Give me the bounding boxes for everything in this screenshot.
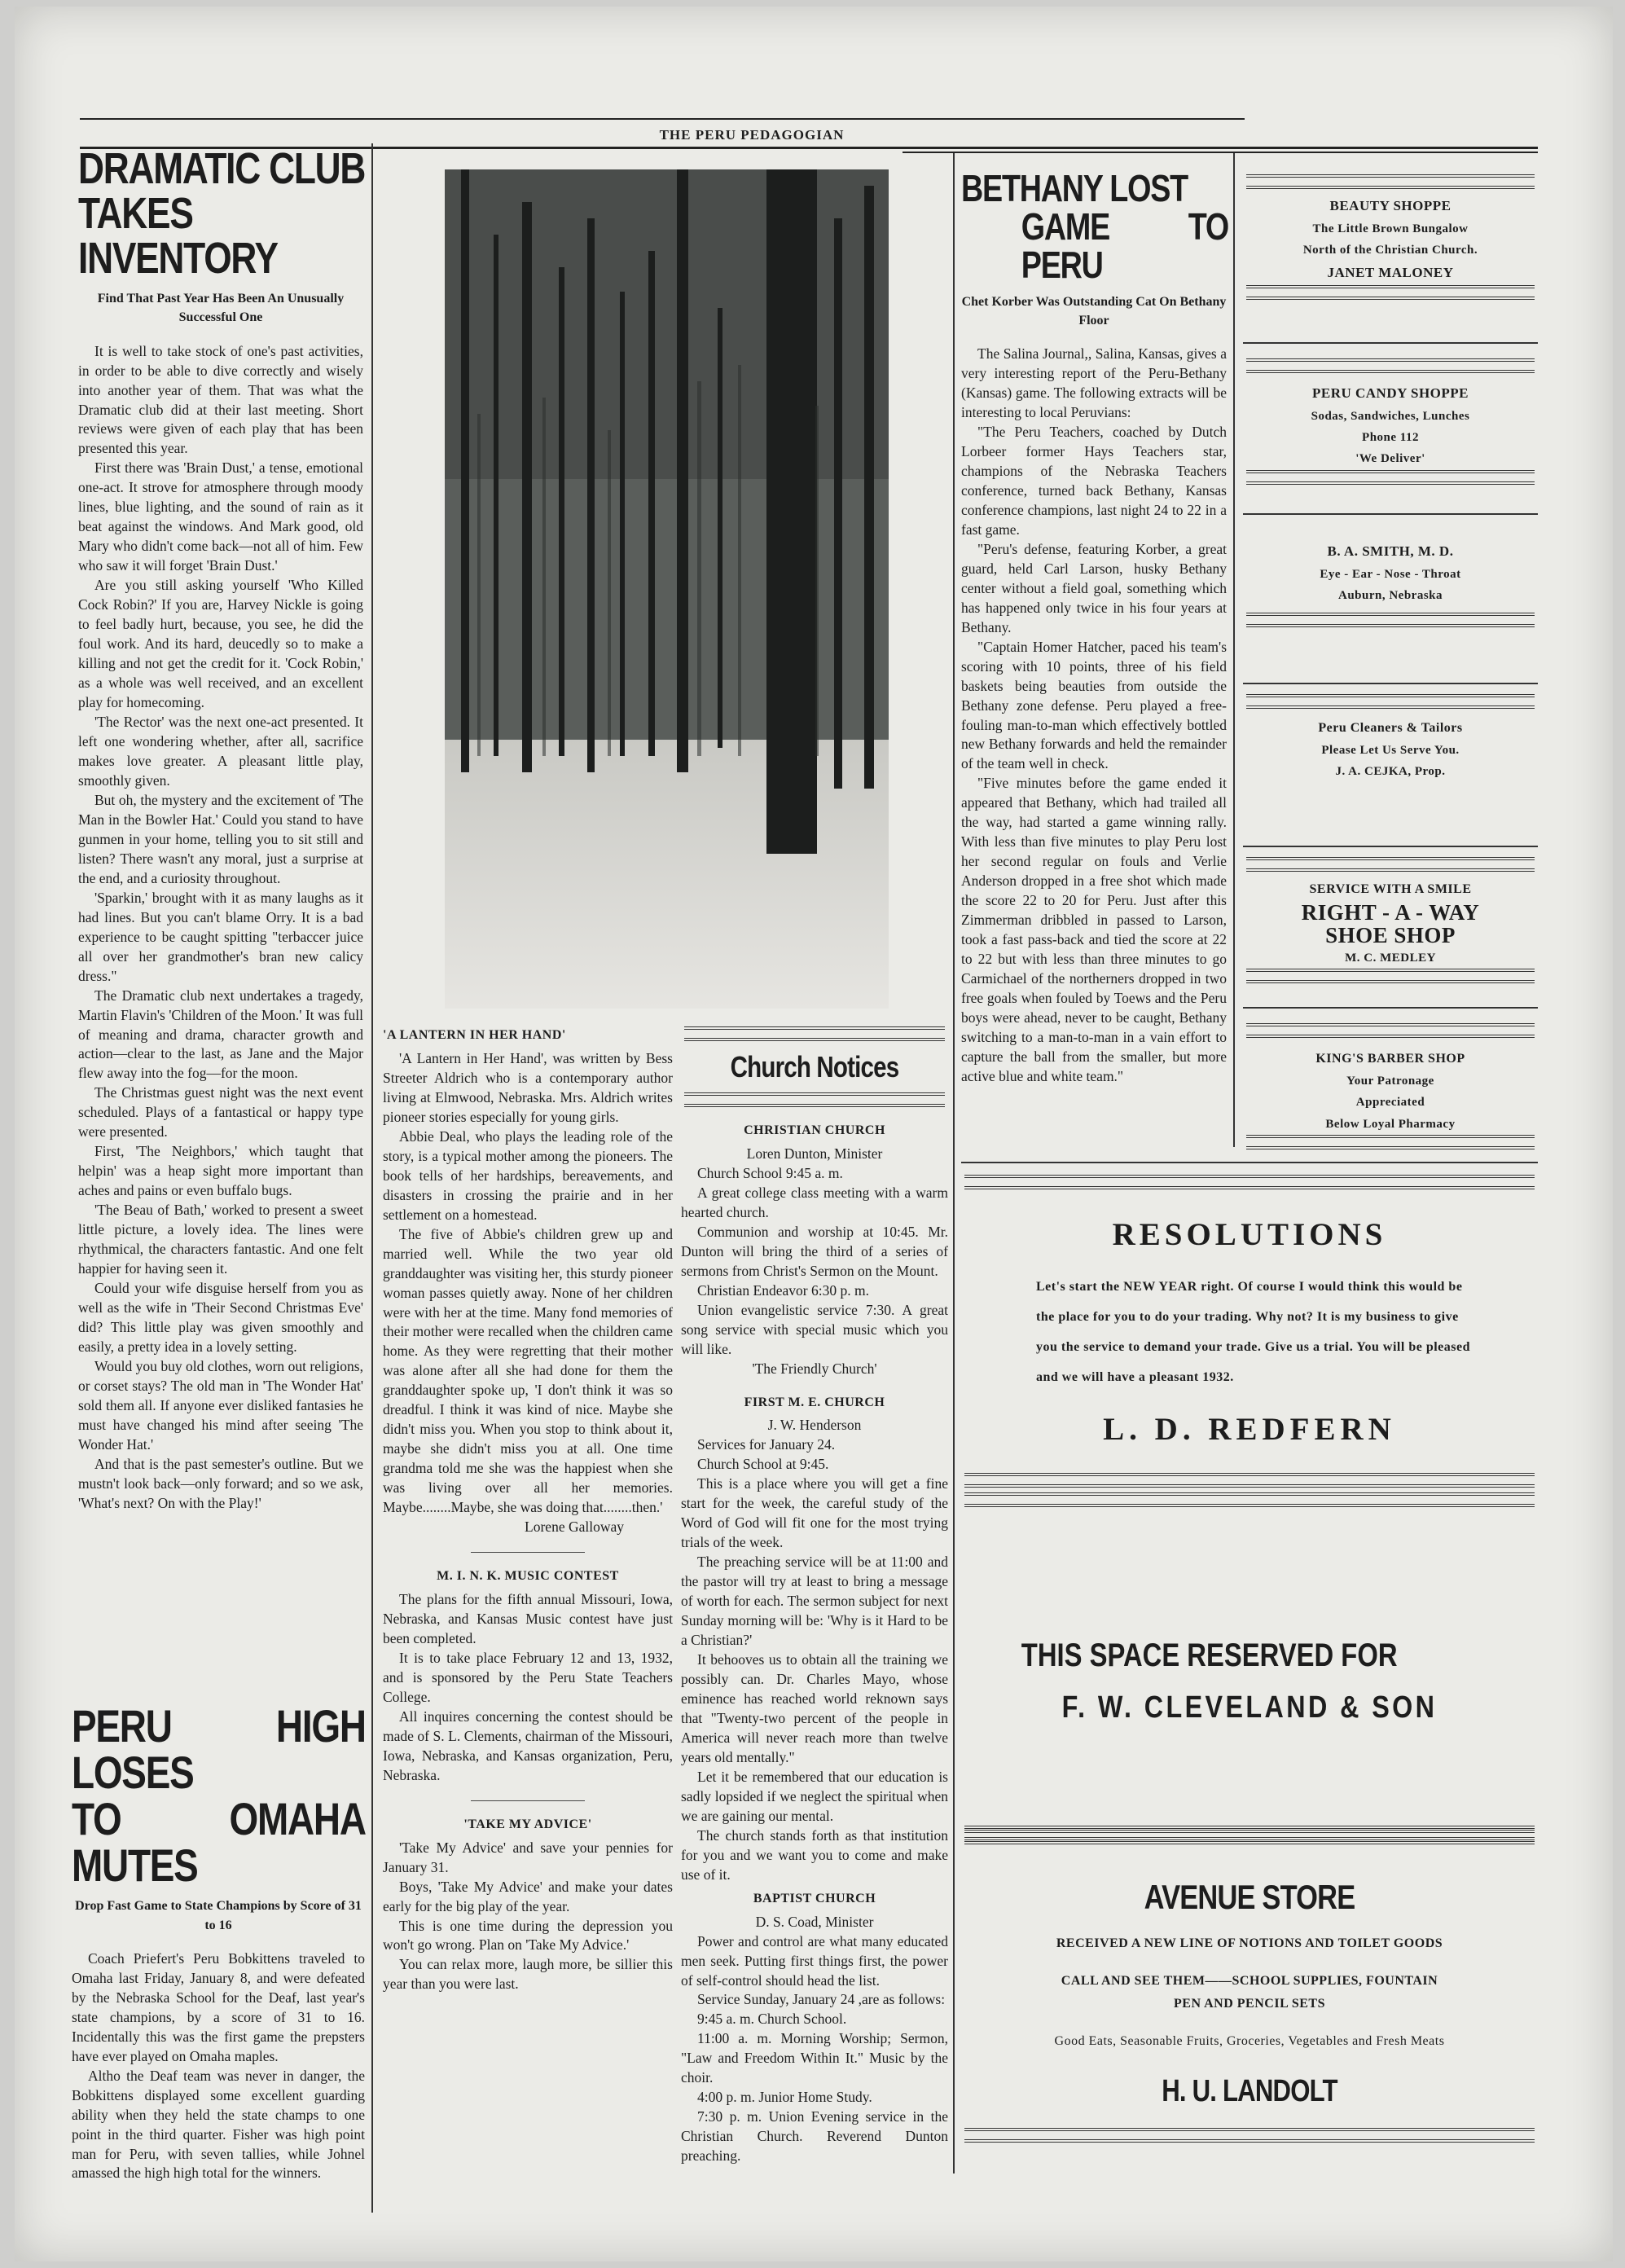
- bethany-article: [961, 169, 1227, 1087]
- smith-md-ad: B. A. SMITH, M. D. Eye - Ear - Nose - Throat Auburn, Nebraska: [1243, 513, 1538, 627]
- dramatic-paragraph: Would you buy old clothes, worn out religions, or corset stays? The old man in 'The Wonder Hat' sold them all. If anyone ever disliked fantasies he must have changed his mind after seeing 'The Wonder Hat.': [78, 1357, 363, 1453]
- me-church-line: This is a place where you will get a fine start for the week, the careful study of the Word of God will fit one for the most trying trials of the week.: [681, 1475, 948, 1551]
- column-divider: [371, 143, 373, 2213]
- article-rule: [471, 1800, 585, 1801]
- peru-high-subhead: Drop Fast Game to State Champions by Score of 31 to 16: [75, 1899, 362, 1932]
- avenue-line-3: Good Eats, Seasonable Fruits, Groceries, Vegetables and Fresh Meats: [1054, 2033, 1445, 2048]
- forest-photo-graphic: [445, 169, 889, 1009]
- top-rule: [80, 118, 1245, 120]
- dramatic-paragraph: Could your wife disguise herself from you as well as the wife in 'Their Second Christmas Eve' did? This little play was given smoothly and easily, a pretty idea in a lovely setting.: [78, 1280, 363, 1356]
- baptist-church-head: BAPTIST CHURCH: [753, 1891, 876, 1905]
- bethany-paragraph: "Peru's defense, featuring Korber, a great guard, held Carl Larson, husky Bethany center without a field goal, something which has happened only twice in his four years at Bethany.: [961, 540, 1227, 635]
- ornament-rule: [964, 2128, 1535, 2143]
- ornament-rule: [1246, 613, 1535, 627]
- me-church-body: [681, 1435, 948, 1884]
- ornament-rule: [1246, 1023, 1535, 1038]
- ornament-rule: [1246, 1135, 1535, 1149]
- me-church-line: The preaching service will be at 11:00 and the pastor will try at least to bring a message of worth for each. The sermon subject for next Sunday morning will be: 'Why is it Hard to be a Christian?': [681, 1554, 948, 1649]
- church-notices: [681, 1026, 948, 2166]
- baptist-church-line: Power and control are what many educated men seek. Putting first things first, the power of self-control should head the list.: [681, 1932, 948, 1989]
- forest-photo: [445, 169, 889, 1009]
- christian-church-line: Union evangelistic service 7:30. A great song service with special music which you will like.: [681, 1301, 948, 1357]
- ornament-rule: [684, 1026, 945, 1041]
- ornament-rule: [1246, 694, 1535, 709]
- ornament-rule: [964, 1175, 1535, 1189]
- dramatic-paragraph: 'Sparkin,' brought with it as many laughs as it had lines. But you can't blame Orry. It is a bad experience to be caught spitting "terbaccer juice all over her grandmother's bran new calicy dress.": [78, 889, 363, 984]
- lantern-paragraph: 'A Lantern in Her Hand', was written by Bess Streeter Aldrich who is a contemporary author living at Elmwood, Nebraska. Mrs. Aldrich writes pioneer stories especially for young girls.: [383, 1049, 673, 1125]
- peru-high-body: [72, 1949, 365, 2184]
- dramatic-paragraph: First, 'The Neighbors,' which taught that helpin' was a heap sight more important than aches and pains or even buffalo bugs.: [78, 1143, 363, 1199]
- advice-paragraph: Boys, 'Take My Advice' and make your dates early for the big play of the year.: [383, 1878, 673, 1914]
- mink-paragraph: All inquires concerning the contest should be made of S. L. Clements, chairman of the Missouri, Iowa, Nebraska, and Kansas organization, Peru, Nebraska.: [383, 1708, 673, 1783]
- dramatic-paragraph: The Christmas guest night was the next event scheduled. Plays of a fantastical or happy type were presented.: [78, 1084, 363, 1141]
- newspaper-page: [15, 7, 1613, 2261]
- ornament-rule: [1246, 358, 1535, 373]
- dramatic-paragraph: First there was 'Brain Dust,' a tense, emotional one-act. It strove for atmosphere through moody lines, blue lighting, and the sound of rain as it beat against the windows. And Mark good, old Mary who didn't come back—not all of him. Few who saw it will forget 'Brain Dust.': [78, 459, 363, 574]
- avenue-name: H. U. LANDOLT: [1162, 2073, 1337, 2108]
- peru-high-paragraph: Coach Priefert's Peru Bobkittens traveled to Omaha last Friday, January 8, and were defeated by the Nebraska School for the Deaf, last year's state champions, by a score of 31 to 16. Incidentally this was the first game the prepsters have ever played on Omaha maples.: [72, 1949, 365, 2064]
- dramatic-paragraph: 'The Rector' was the next one-act presented. It left one wondering whether, after all, sacrifice makes love greater. A pleasant little play, smoothly given.: [78, 714, 363, 789]
- resolutions-title: RESOLUTIONS: [1112, 1217, 1387, 1252]
- christian-church-line: Christian Endeavor 6:30 p. m.: [697, 1281, 869, 1299]
- masthead-rule-2: [903, 152, 1538, 153]
- peru-high-headline: PERU HIGH LOSES TO OMAHA MUTES: [72, 1700, 366, 1892]
- me-church-minister: J. W. Henderson: [767, 1417, 862, 1434]
- ornament-rule: [1246, 857, 1535, 872]
- resolutions-body: Let's start the NEW YEAR right. Of course I would think this would be the place for you to do your trading. Why not? It is my business to give you the service to demand your trade. Give us a trial. You will be pleased and we will have a pleasant 1932.: [1036, 1280, 1470, 1384]
- bethany-headline: BETHANY LOST GAME TO PERU: [961, 167, 1228, 286]
- advice-body: [383, 1839, 673, 1995]
- advice-paragraph: This is one time during the depression you won't go wrong. Plan on 'Take My Advice.': [383, 1917, 673, 1954]
- me-church-line: Let it be remembered that our education is sadly lopsided if we neglect the spiritual when we are gaining our mental.: [681, 1768, 948, 1824]
- advice-title: 'TAKE MY ADVICE': [463, 1817, 592, 1831]
- ornament-rule: [1246, 969, 1535, 983]
- ornament-rule: [1246, 174, 1535, 189]
- dramatic-paragraph: Are you still asking yourself 'Who Killed Cock Robin?' If you are, Harvey Nickle is going to feel badly hurt, because, you see, he did the foul work. And its hard, deucedly so to make a killing and not get the credit for it. 'Cock Robin,' as a whole was well received, and an excellent play for homecoming.: [78, 577, 363, 711]
- dramatic-headline: DRAMATIC CLUB TAKES INVENTORY: [78, 144, 366, 284]
- mink-body: [383, 1590, 673, 1786]
- christian-church-body: [681, 1164, 948, 1360]
- cleveland-line-1: THIS SPACE RESERVED FOR: [1021, 1637, 1398, 1673]
- lantern-body: [383, 1049, 673, 1518]
- me-church-line: Services for January 24.: [697, 1436, 836, 1453]
- beauty-shoppe-ad: BEAUTY SHOPPE The Little Brown Bungalow North of the Christian Church. JANET MALONEY: [1243, 174, 1538, 300]
- lantern-signature: Lorene Galloway: [525, 1519, 624, 1536]
- baptist-church-line: Service Sunday, January 24 ,are as follows:: [697, 1991, 946, 2008]
- avenue-line-1: RECEIVED A NEW LINE OF NOTIONS AND TOILET GOODS: [1056, 1936, 1443, 1950]
- christian-church-line: Communion and worship at 10:45. Mr. Dunton will bring the third of a series of sermons from Christ's Sermon on the Mount.: [681, 1223, 948, 1279]
- ornament-rule: [964, 1473, 1535, 1488]
- me-church-line: The church stands forth as that institution for you and we want you to come and make use of it.: [681, 1826, 948, 1883]
- christian-church-head: CHRISTIAN CHURCH: [744, 1123, 885, 1137]
- dramatic-subhead: Find That Past Year Has Been An Unusually Successful One: [97, 292, 345, 325]
- mink-title: M. I. N. K. MUSIC CONTEST: [437, 1569, 619, 1584]
- baptist-church-minister: D. S. Coad, Minister: [755, 1913, 874, 1930]
- dramatic-paragraph: But oh, the mystery and the excitement of 'The Man in the Bowler Hat.' Could you stand to have gunmen in your home, telling you to sit still and listen? There wasn't any moral, just a surprise at the end, and a curiosity throughout.: [78, 791, 363, 886]
- advice-paragraph: 'Take My Advice' and save your pennies for January 31.: [383, 1839, 673, 1875]
- column-divider: [1233, 153, 1235, 1147]
- baptist-church-line: 4:00 p. m. Junior Home Study.: [697, 2089, 872, 2106]
- ornament-rule: [684, 1092, 945, 1107]
- bethany-paragraph: "Five minutes before the game ended it appeared that Bethany, which had trailed all the way, had started a game winning rally. With less than five minutes to play Peru lost her second regular on fouls and Verlie Anderson dropped in a free shot which made the score 22 to 20 for Peru. Just after this Zimmerman dribbled in passed to Larson, took a fast pass-back and tied the score at 22 to 22 but with less than three minutes to go Carmichael of the northerners dropped in two free goals when fouled by Toews and the Peru boys were ahead, never to be caught, Bethany switching to a man-to-man in a vain effort to capture the ball from the smaller, but more active blue and white team.": [961, 775, 1227, 1084]
- article-rule: [471, 1552, 585, 1553]
- ornament-rule: [964, 1492, 1535, 1507]
- resolutions-ad: [961, 1162, 1538, 1488]
- dramatic-paragraph: And that is the past semester's outline. But we mustn't look back—only forward; and so we ask, 'What's next? On with the Play!': [78, 1455, 363, 1511]
- candy-shoppe-ad: PERU CANDY SHOPPE Sodas, Sandwiches, Lunches Phone 112 'We Deliver': [1243, 342, 1538, 485]
- peru-cleaners-ad: Peru Cleaners & Tailors Please Let Us Serve You. J. A. CEJKA, Prop.: [1243, 683, 1538, 783]
- column-divider: [953, 153, 955, 2174]
- shoe-shop-ad: SERVICE WITH A SMILE RIGHT - A - WAY SHOE SHOP M. C. MEDLEY: [1243, 846, 1538, 983]
- advice-paragraph: You can relax more, laugh more, be sillier this year than you were last.: [383, 1956, 673, 1993]
- christian-church-line: Church School 9:45 a. m.: [697, 1164, 843, 1181]
- christian-church-line: A great college class meeting with a warm hearted church.: [681, 1184, 948, 1220]
- bethany-subhead: Chet Korber Was Outstanding Cat On Bethany Floor: [961, 294, 1227, 327]
- cleveland-line-2: F. W. CLEVELAND & SON: [1061, 1690, 1438, 1725]
- bethany-paragraph: "Captain Homer Hatcher, paced his team's scoring with 10 points, three of his field baskets being beauties from outside the Bethany zone defense. Peru played a free-fouling man-to-man which effectively bottled new Bethany forwards and held the remainder of the team well in check.: [961, 638, 1227, 772]
- lantern-title: 'A LANTERN IN HER HAND': [383, 1028, 566, 1042]
- mink-paragraph: It is to take place February 12 and 13, 1932, and is sponsored by the Peru State Teachers College.: [383, 1649, 673, 1705]
- dramatic-paragraph: 'The Beau of Bath,' worked to present a sweet little picture, a lovely idea. The lines were rhythmical, the characters fantastic. And one felt happier for having seen it.: [78, 1202, 363, 1277]
- ornament-rule: [964, 1830, 1535, 1844]
- baptist-church-body: [681, 1932, 948, 2167]
- barber-shop-ad: KING'S BARBER SHOP Your Patronage Appreciated Below Loyal Pharmacy: [1243, 1007, 1538, 1149]
- avenue-store-ad: [961, 1830, 1538, 2143]
- avenue-title: AVENUE STORE: [1144, 1878, 1355, 1916]
- avenue-line-2: CALL AND SEE THEM——SCHOOL SUPPLIES, FOUNTAIN PEN AND PENCIL SETS: [1061, 1973, 1438, 2011]
- me-church-line: Church School at 9:45.: [697, 1456, 829, 1473]
- dramatic-body: [78, 342, 363, 1514]
- ornament-rule: [1246, 285, 1535, 300]
- ornament-rule: [1246, 470, 1535, 485]
- peru-high-paragraph: Altho the Deaf team was never in danger, the Bobkittens displayed some excellent guarding ability when they held the state champs to one point in the third quarter. Fisher was high point man for Peru, with seven tallies, while Johnel amassed the high high total for the winners.: [72, 2067, 365, 2182]
- lantern-article: [383, 1026, 673, 1994]
- bethany-paragraph: The Salina Journal,, Salina, Kansas, gives a very interesting report of the Peru-Bethany (Kansas) game. The following extracts will be interesting to local Peruvians:: [961, 345, 1227, 420]
- cleveland-ad: [961, 1492, 1538, 1840]
- baptist-church-line: 9:45 a. m. Church School.: [697, 2011, 847, 2028]
- baptist-church-line: 7:30 p. m. Union Evening service in the Christian Church. Reverend Dunton preaching.: [681, 2108, 948, 2165]
- christian-church-tag: 'The Friendly Church': [752, 1360, 877, 1377]
- lantern-paragraph: The five of Abbie's children grew up and married well. While the two year old granddaughter was visiting her, this sturdy pioneer woman passes quietly away. None of her children were with her at the time. Many fond memories of their mother were recalled when the children came home. As they were regretting that their mother was alone after all she had done for them the granddaughter spoke up, 'I don't think it was so dreadful. I think it was kind of nice. Maybe she didn't miss you. When you stop to think about it, maybe she didn't miss you at all. One time grandma told me she was the happiest when she was living over all her memories. Maybe........Maybe, she was doing that........then.': [383, 1225, 673, 1516]
- baptist-church-line: 11:00 a. m. Morning Worship; Sermon, "Law and Freedom Within It." Music by the choir.: [681, 2030, 948, 2086]
- me-church-line: It behooves us to obtain all the training we possibly can. Dr. Charles Mayo, whose eminence has reached world reknown says that "Twenty-two percent of the people in America will never reach more than twelve years old mentally.": [681, 1651, 948, 1765]
- dramatic-club-article: [78, 144, 366, 1514]
- christian-church-minister: Loren Dunton, Minister: [746, 1145, 883, 1162]
- lantern-paragraph: Abbie Deal, who plays the leading role of the story, is a typical mother among the pioneers. The book tells of her hardships, bereavements, and disasters in crossing the prairie and in her settlement on a homestead.: [383, 1127, 673, 1223]
- church-title: Church Notices: [730, 1050, 899, 1083]
- mink-paragraph: The plans for the fifth annual Missouri, Iowa, Nebraska, and Kansas Music contest have just been completed.: [383, 1591, 673, 1646]
- resolutions-name: L. D. REDFERN: [1103, 1412, 1396, 1448]
- bethany-paragraph: "The Peru Teachers, coached by Dutch Lorbeer former Hays Teachers star, champions of the Nebraska Teachers conference, turned back Bethany, Kansas conference champions, last night 24 to 22 in a fast game.: [961, 423, 1227, 538]
- masthead: THE PERU PEDAGOGIAN: [659, 127, 845, 143]
- me-church-head: FIRST M. E. CHURCH: [744, 1395, 885, 1409]
- dramatic-paragraph: The Dramatic club next undertakes a tragedy, Martin Flavin's 'Children of the Moon.' It was full of meaning and drama, character growth and action—clear to the last, as Jane and the Major flew away into the fog—for the moon.: [78, 987, 363, 1082]
- church-title-box: [681, 1026, 948, 1107]
- peru-high-article: [72, 1700, 366, 2183]
- dramatic-paragraph: It is well to take stock of one's past activities, in order to be able to dive correctly and wisely into another year of them. That was what the Dramatic club did at their last meeting. Short reviews were given of each play that has been presented this year.: [78, 342, 363, 457]
- bethany-body: [961, 345, 1227, 1087]
